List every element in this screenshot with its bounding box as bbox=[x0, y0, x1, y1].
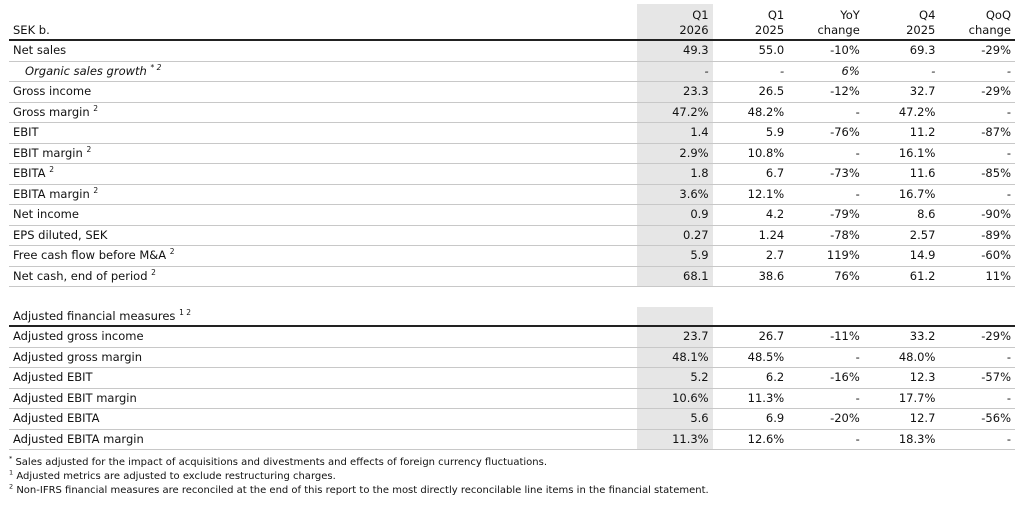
table-row bbox=[9, 368, 1015, 389]
table-cell: - bbox=[939, 429, 1015, 450]
row-label: Gross margin $^2$ bbox=[9, 102, 637, 123]
table-cell: -87% bbox=[939, 123, 1015, 144]
footnote-ref: 2 bbox=[169, 247, 175, 257]
table-cell: 11.2 bbox=[864, 123, 940, 144]
column-header: YoY change bbox=[788, 4, 864, 40]
table-cell: 12.1% bbox=[713, 184, 789, 205]
table-cell: - bbox=[864, 61, 940, 82]
table-cell: - bbox=[788, 102, 864, 123]
table-row bbox=[9, 143, 1015, 164]
row-label: Adjusted gross income bbox=[9, 326, 637, 347]
row-label: EBIT margin $^2$ bbox=[9, 143, 637, 164]
table-cell: 6.2 bbox=[713, 368, 789, 389]
table-cell: 69.3 bbox=[864, 40, 940, 61]
table-row bbox=[9, 164, 1015, 185]
table-cell: -11% bbox=[788, 326, 864, 347]
table-cell: - bbox=[939, 184, 1015, 205]
row-label: Organic sales growth $^{* 2}$ bbox=[9, 61, 637, 82]
table-cell: 4.2 bbox=[713, 205, 789, 226]
table-cell: 8.6 bbox=[864, 205, 940, 226]
table-cell: 12.7 bbox=[864, 409, 940, 430]
row-label: EBITA margin $^2$ bbox=[9, 184, 637, 205]
table-cell: 11% bbox=[939, 266, 1015, 287]
table-row bbox=[9, 347, 1015, 368]
table-cell: - bbox=[713, 61, 789, 82]
table-cell: 5.6 bbox=[637, 409, 713, 430]
row-label: Adjusted gross margin bbox=[9, 347, 637, 368]
footnote-ref: 2 bbox=[49, 165, 54, 175]
table-cell: -10% bbox=[788, 40, 864, 61]
table-cell: 12.3 bbox=[864, 368, 940, 389]
table-cell: - bbox=[939, 102, 1015, 123]
table-cell: - bbox=[788, 347, 864, 368]
table-cell: 48.0% bbox=[864, 347, 940, 368]
footnote: $^1$ Adjusted metrics are adjusted to exclude restructuring charges. bbox=[9, 468, 336, 482]
table-cell: - bbox=[939, 61, 1015, 82]
table-cell: 5.9 bbox=[637, 246, 713, 267]
table-cell: 14.9 bbox=[864, 246, 940, 267]
column-header: QoQ change bbox=[939, 4, 1015, 40]
table-cell: 23.3 bbox=[637, 82, 713, 103]
table-cell: 26.5 bbox=[713, 82, 789, 103]
row-label: Adjusted EBITA bbox=[9, 409, 637, 430]
table-cell: 61.2 bbox=[864, 266, 940, 287]
row-label: Adjusted EBIT bbox=[9, 368, 637, 389]
row-label: EPS diluted, SEK bbox=[9, 225, 637, 246]
row-label: Net sales bbox=[9, 40, 637, 61]
table-row bbox=[9, 205, 1015, 226]
footnote-ref: 2 bbox=[93, 103, 99, 113]
table-row bbox=[9, 82, 1015, 103]
table-row bbox=[9, 429, 1015, 450]
table-row bbox=[9, 184, 1015, 205]
adjusted-section-header bbox=[9, 307, 1015, 326]
table-cell: 33.2 bbox=[864, 326, 940, 347]
table-cell: - bbox=[788, 388, 864, 409]
table-cell: -90% bbox=[939, 205, 1015, 226]
table-cell: 10.8% bbox=[713, 143, 789, 164]
table-row bbox=[9, 388, 1015, 409]
row-label: EBITA $^2$ bbox=[9, 164, 637, 185]
table-cell: -60% bbox=[939, 246, 1015, 267]
table-cell: 38.6 bbox=[713, 266, 789, 287]
adjusted-title-sup: 1 2 bbox=[179, 308, 192, 318]
table-cell: 47.2% bbox=[637, 102, 713, 123]
table-row bbox=[9, 123, 1015, 144]
table-cell: - bbox=[788, 184, 864, 205]
table-cell: 76% bbox=[788, 266, 864, 287]
row-label: Gross income bbox=[9, 82, 637, 103]
table-cell: 2.57 bbox=[864, 225, 940, 246]
table-cell: 119% bbox=[788, 246, 864, 267]
footnotes bbox=[9, 456, 1015, 498]
column-header: Q4 2025 bbox=[864, 4, 940, 40]
row-label: Adjusted EBIT margin bbox=[9, 388, 637, 409]
table-cell: 6.9 bbox=[713, 409, 789, 430]
table-cell: 11.3% bbox=[713, 388, 789, 409]
table-cell: -56% bbox=[939, 409, 1015, 430]
table-cell: 49.3 bbox=[637, 40, 713, 61]
table-cell: 11.6 bbox=[864, 164, 940, 185]
table-cell: -16% bbox=[788, 368, 864, 389]
footnote-ref: 2 bbox=[86, 144, 92, 154]
table-cell: 10.6% bbox=[637, 388, 713, 409]
table-row bbox=[9, 40, 1015, 61]
footnote: * Sales adjusted for the impact of acquisitions and divestments and effects of foreign currency fluctuations. bbox=[9, 454, 547, 468]
table-cell: 2.7 bbox=[713, 246, 789, 267]
table-cell: - bbox=[788, 429, 864, 450]
table-cell: 48.1% bbox=[637, 347, 713, 368]
table-cell: 48.5% bbox=[713, 347, 789, 368]
table-cell: -76% bbox=[788, 123, 864, 144]
unit-label: SEK b. bbox=[9, 4, 637, 40]
table-cell: 11.3% bbox=[637, 429, 713, 450]
column-header: Q1 2025 bbox=[713, 4, 789, 40]
table-cell: 3.6% bbox=[637, 184, 713, 205]
row-label: Net income bbox=[9, 205, 637, 226]
table-cell: 12.6% bbox=[713, 429, 789, 450]
table-cell: 48.2% bbox=[713, 102, 789, 123]
table-cell: 5.2 bbox=[637, 368, 713, 389]
financial-summary bbox=[9, 4, 1015, 450]
table-cell: 6.7 bbox=[713, 164, 789, 185]
table-cell: 55.0 bbox=[713, 40, 789, 61]
table-cell: 6% bbox=[788, 61, 864, 82]
table-cell: -20% bbox=[788, 409, 864, 430]
table-cell: -89% bbox=[939, 225, 1015, 246]
table-cell: -79% bbox=[788, 205, 864, 226]
column-header: Q1 2026 bbox=[637, 4, 713, 40]
table-cell: - bbox=[939, 143, 1015, 164]
row-label: Net cash, end of period $^2$ bbox=[9, 266, 637, 287]
table-cell: 1.24 bbox=[713, 225, 789, 246]
table-row bbox=[9, 225, 1015, 246]
table-cell: 16.1% bbox=[864, 143, 940, 164]
table-row bbox=[9, 409, 1015, 430]
table-row bbox=[9, 61, 1015, 82]
key-figures-table bbox=[9, 4, 1015, 450]
table-row bbox=[9, 102, 1015, 123]
table-cell: - bbox=[939, 347, 1015, 368]
table-cell: -29% bbox=[939, 82, 1015, 103]
footnote-ref: 2 bbox=[93, 185, 99, 195]
footnote: $^2$ Non-IFRS financial measures are reconciled at the end of this report to the most directly reconcilable line items in the financial statement. bbox=[9, 482, 709, 496]
table-row bbox=[9, 266, 1015, 287]
table-cell: 26.7 bbox=[713, 326, 789, 347]
table-cell: 5.9 bbox=[713, 123, 789, 144]
table-row bbox=[9, 326, 1015, 347]
table-cell: 32.7 bbox=[864, 82, 940, 103]
table-cell: - bbox=[939, 388, 1015, 409]
table-cell: 2.9% bbox=[637, 143, 713, 164]
table-cell: -12% bbox=[788, 82, 864, 103]
table-cell: 17.7% bbox=[864, 388, 940, 409]
table-cell: 18.3% bbox=[864, 429, 940, 450]
table-cell: 1.8 bbox=[637, 164, 713, 185]
table-cell: - bbox=[637, 61, 713, 82]
table-cell: -29% bbox=[939, 40, 1015, 61]
table-cell: 23.7 bbox=[637, 326, 713, 347]
table-cell: -57% bbox=[939, 368, 1015, 389]
table-cell: 0.9 bbox=[637, 205, 713, 226]
row-label: Adjusted EBITA margin bbox=[9, 429, 637, 450]
table-header bbox=[9, 4, 1015, 40]
table-cell: - bbox=[788, 143, 864, 164]
footnote-ref: 2 bbox=[151, 267, 156, 277]
footnote-ref: * 2 bbox=[150, 62, 162, 72]
table-cell: -29% bbox=[939, 326, 1015, 347]
table-cell: 0.27 bbox=[637, 225, 713, 246]
table-cell: -85% bbox=[939, 164, 1015, 185]
table-row bbox=[9, 246, 1015, 267]
table-cell: -73% bbox=[788, 164, 864, 185]
adjusted-title: Adjusted financial measures bbox=[13, 309, 176, 323]
row-label: Free cash flow before M&A $^2$ bbox=[9, 246, 637, 267]
table-cell: 47.2% bbox=[864, 102, 940, 123]
table-cell: -78% bbox=[788, 225, 864, 246]
table-cell: 68.1 bbox=[637, 266, 713, 287]
table-cell: 16.7% bbox=[864, 184, 940, 205]
table-cell: 1.4 bbox=[637, 123, 713, 144]
row-label: EBIT bbox=[9, 123, 637, 144]
